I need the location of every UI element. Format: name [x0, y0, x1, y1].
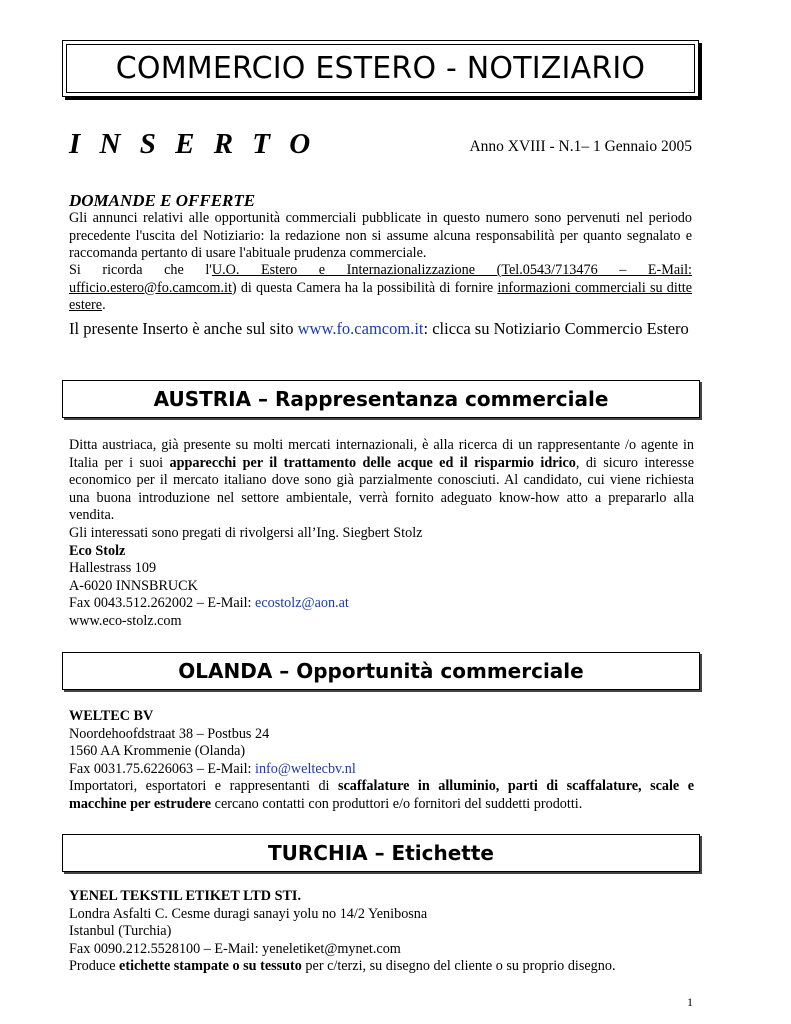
- masthead-box: [62, 40, 699, 97]
- intro-contact-text-c: .: [102, 297, 106, 313]
- issue-date: Anno XVIII - N.1– 1 Gennaio 2005: [469, 138, 692, 155]
- olanda-address-street: Noordehoofdstraat 38 – Postbus 24: [69, 725, 270, 742]
- austria-company: Eco Stolz: [69, 542, 126, 559]
- olanda-announcement: [69, 708, 694, 814]
- turchia-fax-line: Fax 0090.212.5528100 – E-Mail: yeneletiket@mynet.com: [69, 940, 401, 957]
- olanda-email-link[interactable]: info@weltecbv.nl: [255, 760, 356, 777]
- olanda-text-a: Importatori, esportatori e rappresentanti di: [69, 778, 338, 795]
- austria-title: AUSTRIA – Rappresentanza commerciale: [153, 387, 609, 411]
- olanda-section-header: [62, 652, 700, 690]
- austria-text-b: , di sicuro interesse economico per il mercato italiano dove sono già parzialmente conosciuti. Al candidato, cui viene richiesta una buona introduzione nel settore ambientale, verrà fornito adeguato know-how atto a prepararlo alla vendita.: [69, 454, 694, 524]
- turchia-text-b: per c/terzi, su disegno del cliente o su proprio disegno.: [301, 958, 616, 975]
- masthead-inner-frame: [66, 44, 695, 93]
- intro-contact-paragraph: [69, 262, 692, 315]
- austria-description: [69, 437, 694, 525]
- office-contact-link[interactable]: U.O. Estero e Internazionalizzazione (Tel.0543/713476 – E-Mail: ufficio.estero@fo.camcom.it): [69, 262, 692, 296]
- intro-website-text-b: : clicca su Notiziario Commercio Estero: [423, 319, 689, 338]
- turchia-address-street: Londra Asfalti C. Cesme duragi sanayi yolu no 14/2 Yenibosna: [69, 905, 428, 922]
- austria-text-a: Ditta austriaca, già presente su molti mercati internazionali, è alla ricerca di un rappresentante /o agente in Italia per i suoi: [69, 437, 694, 471]
- austria-announcement: [69, 437, 694, 631]
- commercial-info-link[interactable]: informazioni commerciali su ditte estere: [69, 279, 692, 313]
- page-number: 1: [687, 995, 693, 1009]
- austria-section-header: [62, 380, 700, 418]
- austria-fax: Fax 0043.512.262002 – E-Mail:: [69, 595, 256, 612]
- intro-website-paragraph: [69, 319, 692, 339]
- turchia-description: [69, 958, 694, 976]
- intro-heading: DOMANDE E OFFERTE: [69, 191, 256, 210]
- intro-disclaimer: Gli annunci relativi alle opportunità commerciali pubblicate in questo numero sono pervenuti nel periodo precedente l'uscita del Notiziario: la redazione non si assume alcuna responsabilità per quanto segnalato e raccomanda pertanto di usare l'abituale prudenza commerciale.: [69, 210, 692, 261]
- turchia-section-header: [62, 834, 700, 872]
- inserto-heading: I N S E R T O: [69, 128, 317, 160]
- austria-website: www.eco-stolz.com: [69, 612, 182, 629]
- austria-address-city: A-6020 INNSBRUCK: [69, 577, 198, 594]
- austria-contact-intro: Gli interessati sono pregati di rivolgersi all’Ing. Siegbert Stolz: [69, 524, 423, 541]
- olanda-company: WELTEC BV: [69, 708, 154, 724]
- olanda-fax: Fax 0031.75.6226063 – E-Mail:: [69, 760, 256, 777]
- austria-fax-line: [69, 595, 694, 613]
- turchia-announcement: [69, 888, 694, 976]
- olanda-products: scaffalature in alluminio, parti di scaffalature, scale e macchine per estrudere: [69, 778, 695, 812]
- austria-email-link[interactable]: ecostolz@aon.at: [255, 595, 349, 612]
- olanda-title: OLANDA – Opportunità commerciale: [178, 659, 584, 683]
- olanda-address-city: 1560 AA Krommenie (Olanda): [69, 743, 246, 760]
- turchia-text-a: Produce: [69, 958, 120, 975]
- turchia-products: etichette stampate o su tessuto: [119, 958, 302, 975]
- masthead-title: COMMERCIO ESTERO - NOTIZIARIO: [115, 51, 646, 86]
- olanda-description: [69, 778, 694, 813]
- turchia-title: TURCHIA – Etichette: [268, 841, 494, 865]
- intro-contact-text-b: di questa Camera ha la possibilità di fornire: [236, 279, 498, 296]
- turchia-company: YENEL TEKSTIL ETIKET LTD STI.: [69, 888, 301, 904]
- olanda-fax-line: [69, 761, 694, 779]
- turchia-address-city: Istanbul (Turchia): [69, 923, 172, 940]
- olanda-text-b: cercano contatti con produttori e/o fornitori del suddetti prodotti.: [211, 795, 583, 812]
- camcom-website-link[interactable]: www.fo.camcom.it: [297, 319, 424, 338]
- intro-contact-text-a: Si ricorda che l': [69, 262, 212, 278]
- austria-product: apparecchi per il trattamento delle acque ed il risparmio idrico: [169, 454, 576, 471]
- intro-website-text-a: Il presente Inserto è anche sul sito: [69, 319, 298, 338]
- austria-address-street: Hallestrass 109: [69, 560, 157, 577]
